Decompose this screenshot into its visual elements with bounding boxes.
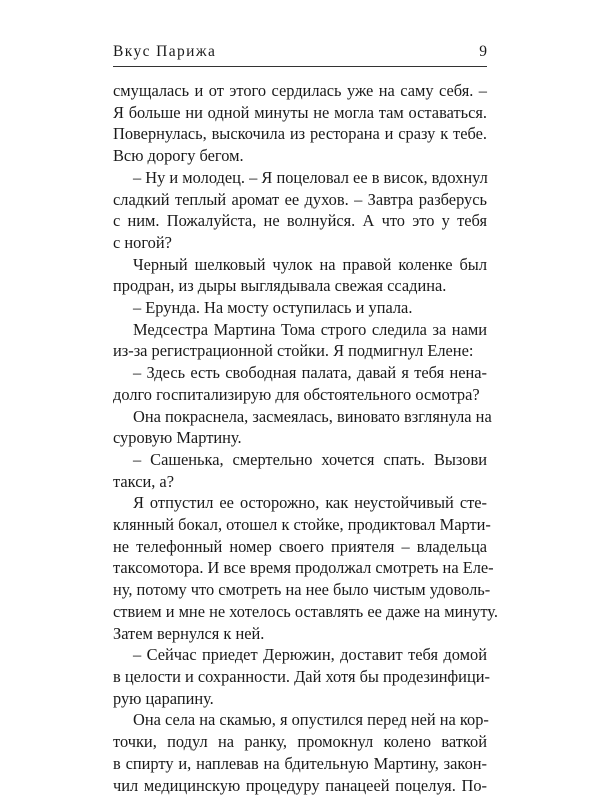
text-line: – Ну и молодец. – Я поцеловал ее в висок, вдохнул — [113, 167, 487, 189]
text-line: Черный шелковый чулок на правой коленке был — [113, 254, 487, 276]
text-line: точки, подул на ранку, промокнул колено ваткой — [113, 731, 487, 753]
body-text — [113, 80, 487, 796]
paragraph — [113, 492, 487, 644]
text-line: долго госпитализирую для обстоятельного осмотра? — [113, 384, 487, 406]
paragraph — [113, 80, 487, 167]
paragraph — [113, 362, 487, 405]
page-number: 9 — [479, 42, 487, 62]
text-line: рую царапину. — [113, 688, 487, 710]
text-line: ну, потому что смотреть на нее было чистым удоволь- — [113, 579, 487, 601]
text-line: – Здесь есть свободная палата, давай я тебя нена- — [113, 362, 487, 384]
text-line: в спирту и, наплевав на бдительную Мартину, закон- — [113, 753, 487, 775]
text-line: Повернулась, выскочила из ресторана и сразу к тебе. — [113, 123, 487, 145]
text-line: клянный бокал, отошел к стойке, продиктовал Марти- — [113, 514, 487, 536]
text-line: Она покраснела, засмеялась, виновато взглянула на — [113, 406, 487, 428]
text-line: чил медицинскую процедуру панацеей поцелуя. По- — [113, 775, 487, 796]
paragraph — [113, 644, 487, 709]
paragraph — [113, 406, 487, 449]
paragraph — [113, 254, 487, 297]
text-line: Она села на скамью, я опустился перед ней на кор- — [113, 709, 487, 731]
text-line: с ним. Пожалуйста, не волнуйся. А что это у тебя — [113, 210, 487, 232]
paragraph — [113, 709, 487, 796]
text-line: с ногой? — [113, 232, 487, 254]
text-line: Я больше ни одной минуты не могла там оставаться. — [113, 102, 487, 124]
text-line: – Ерунда. На мосту оступилась и упала. — [113, 297, 487, 319]
text-line: из-за регистрационной стойки. Я подмигнул Елене: — [113, 340, 487, 362]
text-line: Всю дорогу бегом. — [113, 145, 487, 167]
paragraph — [113, 167, 487, 254]
text-line: не телефонный номер своего приятеля – владельца — [113, 536, 487, 558]
text-line: такси, а? — [113, 471, 487, 493]
text-line: Медсестра Мартина Тома строго следила за нами — [113, 319, 487, 341]
text-line: смущалась и от этого сердилась уже на саму себя. – — [113, 80, 487, 102]
text-line: таксомотора. И все время продолжал смотреть на Еле- — [113, 557, 487, 579]
text-line: – Сейчас приедет Дерюжин, доставит тебя домой — [113, 644, 487, 666]
text-line: суровую Мартину. — [113, 427, 487, 449]
text-line: сладкий теплый аромат ее духов. – Завтра разберусь — [113, 189, 487, 211]
text-line: в целости и сохранности. Дай хотя бы продезинфици- — [113, 666, 487, 688]
text-line: Затем вернулся к ней. — [113, 623, 487, 645]
text-line: ствием и мне не хотелось оставлять ее даже на минуту. — [113, 601, 487, 623]
running-title: Вкус Парижа — [113, 42, 216, 62]
running-head — [113, 42, 487, 67]
text-line: Я отпустил ее осторожно, как неустойчивый сте- — [113, 492, 487, 514]
paragraph — [113, 297, 487, 319]
text-line: продран, из дыры выглядывала свежая ссадина. — [113, 275, 487, 297]
paragraph — [113, 449, 487, 492]
paragraph — [113, 319, 487, 362]
text-line: – Сашенька, смертельно хочется спать. Вызови — [113, 449, 487, 471]
